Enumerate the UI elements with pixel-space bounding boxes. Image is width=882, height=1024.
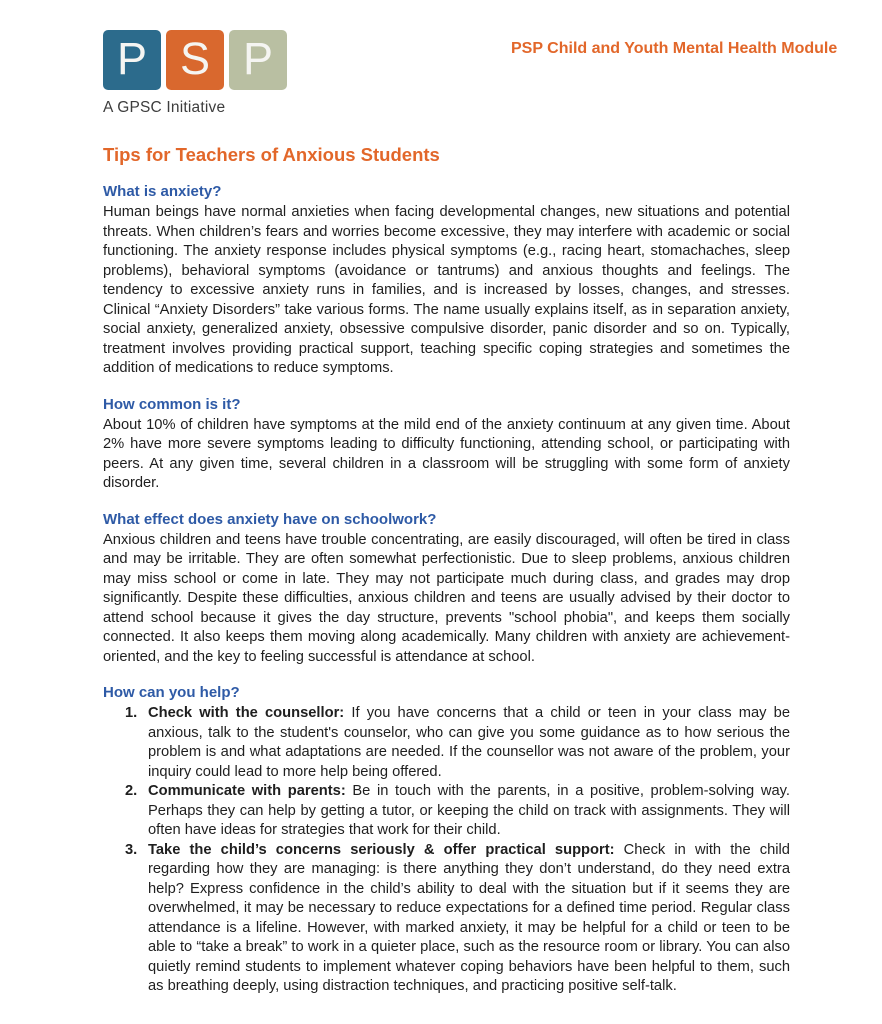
list-item-text [148, 782, 790, 841]
page-title: Tips for Teachers of Anxious Students [103, 144, 440, 165]
logo-square-sage [229, 30, 287, 90]
psp-logo-squares [103, 30, 790, 90]
list-item-number: 2. [125, 783, 138, 799]
logo-square-blue [103, 30, 161, 90]
section-heading-how-can-you-help: How can you help? [103, 684, 240, 701]
logo-letter-p2: P [242, 32, 273, 84]
psp-logo [103, 0, 790, 117]
list-item-lead: Take the child’s concerns seriously & offer practical support: [148, 841, 615, 858]
list-item-number: 1. [125, 705, 138, 721]
list-item-number: 3. [125, 841, 138, 858]
list-item [103, 704, 790, 782]
logo-letter-p1: P [116, 32, 147, 84]
section-heading-how-common: How common is it? [103, 395, 241, 413]
help-list [103, 704, 790, 997]
section-paragraph-what-is-anxiety: Human beings have normal anxieties when facing developmental changes, new situations and potential threats. When children’s fears and worries become excessive, they may interfere with academic or social functioning. The anxiety response includes physical symptoms (e.g., racing heart, stomachaches, sleep problems), behavioral symptoms (avoidance or tantrums) and anxious thoughts and feelings. The tendency to excessive anxiety runs in families, and is increased by losses, changes, and stresses. Clinical “Anxiety Disorders” take various forms. The name usually explains itself, as in separation anxiety, social anxiety, generalized anxiety, obsessive compulsive disorder, panic disorder and so on. Typically, treatment involves providing practical support, teaching specific coping strategies and sometimes the addition of medications to reduce symptoms. [103, 204, 790, 376]
logo-tagline: A GPSC Initiative [103, 99, 226, 116]
list-item-lead: Check with the counsellor: [148, 705, 345, 721]
list-item-text [148, 841, 790, 997]
section-heading-what-is-anxiety: What is anxiety? [103, 183, 222, 200]
logo-square-orange [166, 30, 224, 90]
list-item [103, 841, 790, 997]
list-item-lead: Communicate with parents: [148, 783, 346, 799]
module-title: PSP Child and Youth Mental Health Module [511, 40, 838, 57]
section-paragraph-how-common: About 10% of children have symptoms at the mild end of the anxiety continuum at any given time. About 2% have more severe symptoms leading to difficulty functioning, attending school, or participating with peers. At any given time, several children in a classroom will be struggling with some form of anxiety disorder. [103, 416, 790, 491]
logo-letter-s: S [179, 32, 210, 84]
section-paragraph-effect-on-schoolwork: Anxious children and teens have trouble concentrating, are easily discouraged, will often be tired in class and may be irritable. They are often somewhat perfectionistic. Due to sleep problems, anxious children may miss school or come in late. They may not participate much during class, and grades may drop significantly. Despite these difficulties, anxious children and teens are usually advised by their doctor to attend school because it gives the day structure, prevents "school phobia", and keeps them socially connected. It also keeps them moving along academically. Many children with anxiety are achievement-oriented, and the key to feeling successful is attendance at school. [103, 531, 790, 665]
list-item-body: If you have concerns that a child or teen in your class may be anxious, talk to the student's counselor, who can give you some guidance as to how serious the problem is and what adaptations are needed. If the counsellor was not aware of the problem, your inquiry could lead to more help being offered. [148, 705, 790, 780]
list-item-body: Be in touch with the parents, in a positive, problem-solving way. Perhaps they can help by getting a tutor, or keeping the child on track with assignments. They will often have ideas for strategies that work for their child. [148, 783, 790, 838]
section-heading-effect-on-schoolwork: What effect does anxiety have on schoolwork? [103, 510, 437, 528]
list-item-text [148, 704, 790, 782]
list-item [103, 782, 790, 841]
list-item-body: Check in with the child regarding how they are managing: is there anything they don’t understand, do they need extra help? Express confidence in the child’s ability to deal with the situation but if it seems they are overwhelmed, it may be necessary to reduce expectations for a defined time period. Regular class attendance is a lifeline. However, with marked anxiety, it may be helpful for a child or teen to be able to “take a break” to work in a quieter place, such as the resource room or library. You can also quietly remind students to implement whatever coping behaviors have been helpful to them, such as breathing deeply, using distraction techniques, and practicing positive self-talk. [148, 841, 790, 994]
page-content [103, 0, 838, 997]
